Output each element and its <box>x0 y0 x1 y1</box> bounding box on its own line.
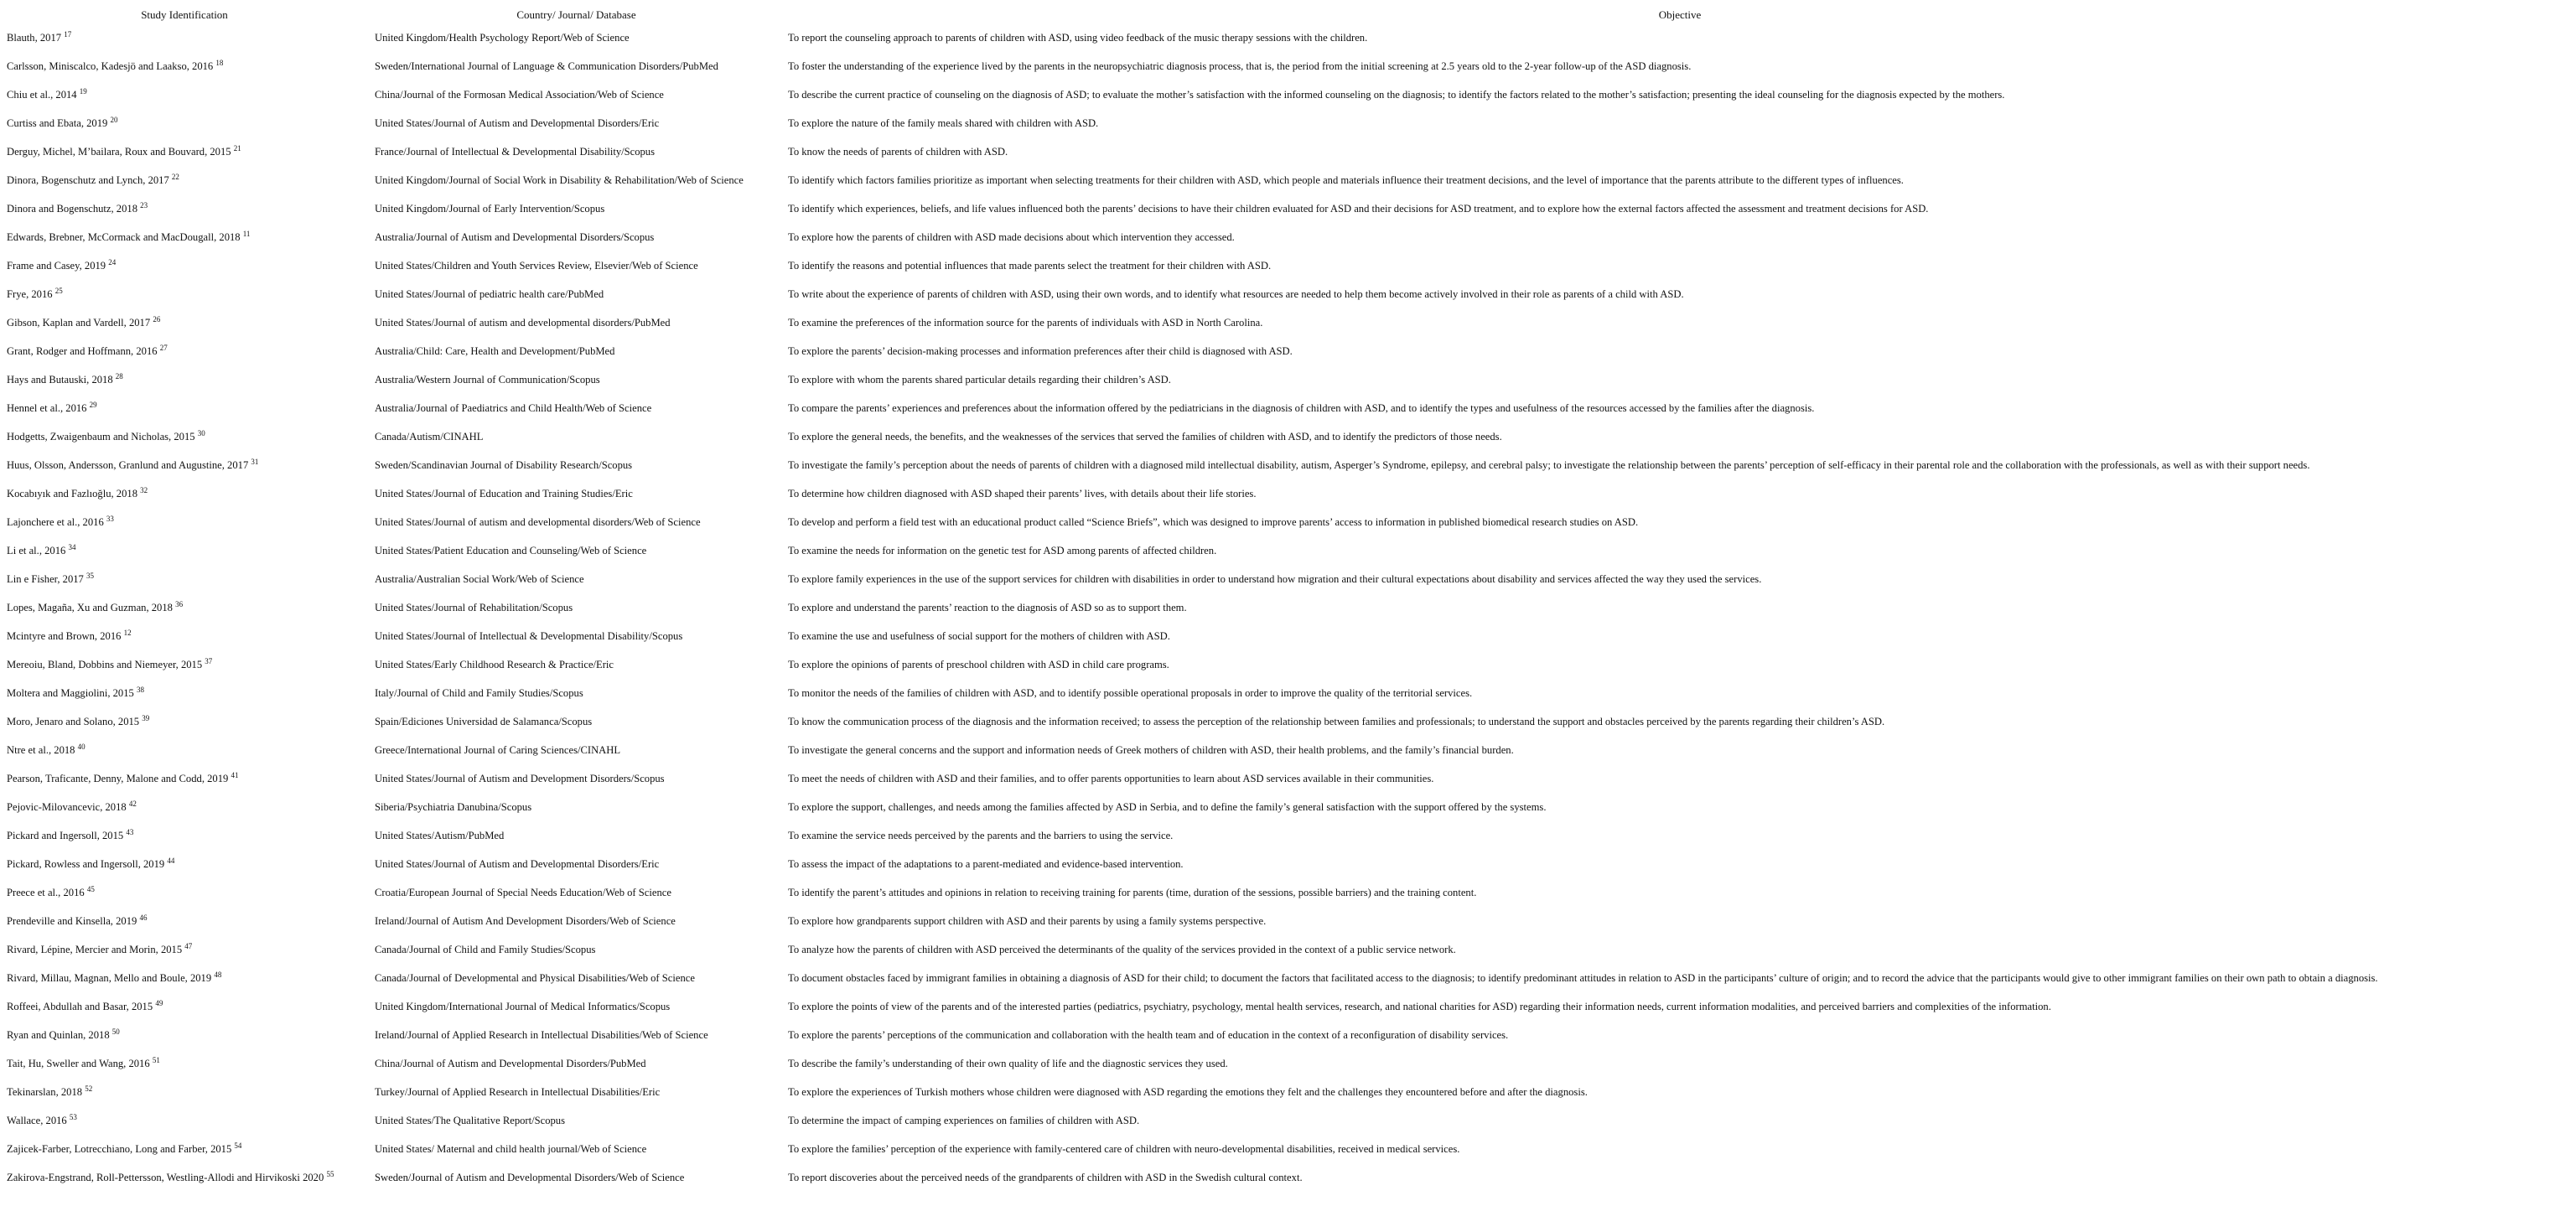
reference-number: 25 <box>54 286 63 295</box>
study-name: Tait, Hu, Sweller and Wang, 2016 <box>7 1057 150 1069</box>
reference-number: 38 <box>136 685 144 694</box>
objective-cell: To examine the needs for information on the genetic test for ASD among parents of affected children. <box>788 544 1217 556</box>
objective-cell: To explore and understand the parents’ reaction to the diagnosis of ASD so as to support them. <box>788 601 1187 613</box>
table-row <box>0 394 2576 422</box>
study-name: Lajonchere et al., 2016 <box>7 515 104 528</box>
reference-number: 35 <box>86 571 94 580</box>
country-journal-database-cell: Canada/Journal of Child and Family Studies/Scopus <box>375 943 596 955</box>
table-row <box>0 536 2576 565</box>
studies-table <box>0 8 2576 1192</box>
table-row <box>0 23 2576 52</box>
reference-number: 39 <box>142 713 150 722</box>
study-name: Dinora, Bogenschutz and Lynch, 2017 <box>7 173 169 186</box>
study-name: Curtiss and Ebata, 2019 <box>7 116 108 129</box>
study-identification-cell <box>0 793 369 821</box>
country-journal-database-cell: China/Journal of the Formosan Medical Association/Web of Science <box>375 88 664 101</box>
country-journal-database-cell: United States/Journal of Intellectual & Developmental Disability/Scopus <box>375 629 683 642</box>
study-name: Blauth, 2017 <box>7 31 62 44</box>
table-row <box>0 821 2576 850</box>
country-journal-database-cell: United States/Journal of Autism and Development Disorders/Scopus <box>375 772 665 784</box>
objective-cell: To explore the nature of the family meals shared with children with ASD. <box>788 116 1099 129</box>
objective-cell: To write about the experience of parents of children with ASD, using their own words, and to identify what resources are needed to help them become actively involved in their role as parents of a child with ASD. <box>788 287 1684 300</box>
table-row <box>0 878 2576 907</box>
objective-cell: To describe the current practice of counseling on the diagnosis of ASD; to evaluate the mother’s satisfaction with the informed counseling on the diagnosis; to identify the factors related to the mother’s satisfaction; presenting the ideal counseling for the diagnosis expected by the mothers. <box>788 88 2005 101</box>
reference-number: 46 <box>139 913 148 922</box>
country-journal-database-cell: Italy/Journal of Child and Family Studies/Scopus <box>375 686 583 699</box>
study-name: Zajicek-Farber, Lotrecchiano, Long and Farber, 2015 <box>7 1142 232 1155</box>
study-identification-cell <box>0 394 369 422</box>
study-name: Mereoiu, Bland, Dobbins and Niemeyer, 2015 <box>7 658 203 670</box>
study-name: Gibson, Kaplan and Vardell, 2017 <box>7 316 151 329</box>
study-name: Kocabıyık and Fazlıoğlu, 2018 <box>7 487 137 499</box>
objective-cell: To investigate the family’s perception about the needs of parents of children with a diagnosed mild intellectual disability, autism, Asperger’s Syndrome, epilepsy, and cerebral palsy; to investigate the relationship between the parents’ perception of self-efficacy in their parental role and the collaboration with the professionals, as well as with their support needs. <box>788 458 2310 471</box>
table-header-row <box>0 8 2576 23</box>
study-identification-cell <box>0 80 369 109</box>
table-row <box>0 764 2576 793</box>
study-identification-cell <box>0 1106 369 1135</box>
objective-cell: To identify which experiences, beliefs, and life values influenced both the parents’ decisions to have their children evaluated for ASD and their decisions for ASD treatment, and to explore how the external factors affected the assessment and treatment decisions for ASD. <box>788 202 1929 215</box>
objective-cell: To explore family experiences in the use of the support services for children with disabilities in order to understand how migration and their cultural expectations about disability and services affected the way they used the services. <box>788 572 1762 585</box>
reference-number: 55 <box>326 1169 334 1178</box>
study-identification-cell <box>0 907 369 935</box>
country-journal-database-cell: United States/Journal of autism and developmental disorders/PubMed <box>375 316 671 329</box>
country-journal-database-cell: Siberia/Psychiatria Danubina/Scopus <box>375 800 532 813</box>
reference-number: 27 <box>159 343 168 352</box>
table-row <box>0 52 2576 80</box>
study-identification-cell <box>0 650 369 679</box>
table-row <box>0 935 2576 964</box>
reference-number: 11 <box>242 229 251 238</box>
objective-cell: To describe the family’s understanding of their own quality of life and the diagnostic services they used. <box>788 1057 1228 1069</box>
reference-number: 41 <box>231 770 239 779</box>
objective-cell: To report discoveries about the perceived needs of the grandparents of children with ASD in the Swedish cultural context. <box>788 1171 1303 1183</box>
country-journal-database-cell: Ireland/Journal of Applied Research in Intellectual Disabilities/Web of Science <box>375 1028 708 1041</box>
objective-cell: To explore the opinions of parents of preschool children with ASD in child care programs. <box>788 658 1169 670</box>
reference-number: 33 <box>106 514 114 523</box>
table-row <box>0 736 2576 764</box>
reference-number: 43 <box>126 827 134 836</box>
study-identification-cell <box>0 565 369 593</box>
study-name: Lin e Fisher, 2017 <box>7 572 84 585</box>
table-row <box>0 422 2576 451</box>
reference-number: 52 <box>85 1084 93 1093</box>
reference-number: 47 <box>184 941 193 950</box>
study-identification-cell <box>0 422 369 451</box>
reference-number: 53 <box>69 1112 77 1121</box>
study-identification-cell <box>0 166 369 194</box>
study-identification-cell <box>0 764 369 793</box>
objective-cell: To know the communication process of the diagnosis and the information received; to assess the perception of the relationship between families and professionals; to understand the support and obstacles perceived by the parents regarding their children’s ASD. <box>788 715 1885 727</box>
table-row <box>0 793 2576 821</box>
country-journal-database-cell: Canada/Journal of Developmental and Physical Disabilities/Web of Science <box>375 971 695 984</box>
reference-number: 32 <box>140 485 148 494</box>
table-row <box>0 109 2576 137</box>
study-identification-cell <box>0 707 369 736</box>
country-journal-database-cell: Sweden/International Journal of Language & Communication Disorders/PubMed <box>375 60 718 72</box>
study-identification-cell <box>0 935 369 964</box>
reference-number: 54 <box>234 1141 242 1150</box>
study-identification-cell <box>0 593 369 622</box>
study-identification-cell <box>0 622 369 650</box>
header-study-identification: Study Identification <box>141 8 228 21</box>
study-name: Huus, Olsson, Andersson, Granlund and Augustine, 2017 <box>7 458 249 471</box>
study-name: Carlsson, Miniscalco, Kadesjö and Laakso, 2016 <box>7 60 214 72</box>
reference-number: 49 <box>155 998 163 1007</box>
country-journal-database-cell: Australia/Australian Social Work/Web of Science <box>375 572 584 585</box>
study-identification-cell <box>0 137 369 166</box>
objective-cell: To examine the service needs perceived by the parents and the barriers to using the service. <box>788 829 1174 841</box>
reference-number: 22 <box>171 172 179 181</box>
study-identification-cell <box>0 194 369 223</box>
study-name: Pearson, Traficante, Denny, Malone and Codd, 2019 <box>7 772 229 784</box>
country-journal-database-cell: United Kingdom/Health Psychology Report/Web of Science <box>375 31 630 44</box>
table-row <box>0 679 2576 707</box>
study-identification-cell <box>0 821 369 850</box>
study-identification-cell <box>0 736 369 764</box>
study-name: Pejovic-Milovancevic, 2018 <box>7 800 127 813</box>
study-name: Li et al., 2016 <box>7 544 66 556</box>
objective-cell: To monitor the needs of the families of children with ASD, and to identify possible operational proposals in order to improve the quality of the territorial services. <box>788 686 1473 699</box>
objective-cell: To examine the preferences of the information source for the parents of individuals with ASD in North Carolina. <box>788 316 1263 329</box>
study-identification-cell <box>0 223 369 251</box>
study-name: Ryan and Quinlan, 2018 <box>7 1028 110 1041</box>
study-name: Ntre et al., 2018 <box>7 743 75 756</box>
study-name: Rivard, Lépine, Mercier and Morin, 2015 <box>7 943 183 955</box>
country-journal-database-cell: Canada/Autism/CINAHL <box>375 430 484 443</box>
study-identification-cell <box>0 1021 369 1049</box>
objective-cell: To explore how the parents of children with ASD made decisions about which intervention they accessed. <box>788 230 1235 243</box>
reference-number: 29 <box>89 400 97 409</box>
table-row <box>0 251 2576 280</box>
table-row <box>0 1135 2576 1163</box>
country-journal-database-cell: Spain/Ediciones Universidad de Salamanca/Scopus <box>375 715 593 727</box>
reference-number: 21 <box>233 143 241 153</box>
country-journal-database-cell: Australia/Journal of Autism and Developmental Disorders/Scopus <box>375 230 655 243</box>
reference-number: 18 <box>215 58 224 67</box>
table-row <box>0 622 2576 650</box>
study-name: Dinora and Bogenschutz, 2018 <box>7 202 137 215</box>
objective-cell: To meet the needs of children with ASD and their families, and to offer parents opportunities to learn about ASD services available in their communities. <box>788 772 1434 784</box>
table-row <box>0 1106 2576 1135</box>
table-row <box>0 80 2576 109</box>
study-identification-cell <box>0 878 369 907</box>
country-journal-database-cell: United States/ Maternal and child health journal/Web of Science <box>375 1142 647 1155</box>
objective-cell: To report the counseling approach to parents of children with ASD, using video feedback of the music therapy sessions with the children. <box>788 31 1368 44</box>
table-row <box>0 1049 2576 1078</box>
country-journal-database-cell: United States/Journal of Autism and Developmental Disorders/Eric <box>375 116 660 129</box>
country-journal-database-cell: United States/Journal of Education and Training Studies/Eric <box>375 487 633 499</box>
reference-number: 37 <box>205 656 213 665</box>
objective-cell: To identify the reasons and potential influences that made parents select the treatment for their children with ASD. <box>788 259 1272 272</box>
study-name: Hays and Butauski, 2018 <box>7 373 113 386</box>
study-identification-cell <box>0 508 369 536</box>
table-row <box>0 365 2576 394</box>
objective-cell: To explore the experiences of Turkish mothers whose children were diagnosed with ASD regarding the emotions they felt and the challenges they encountered before and after the diagnosis. <box>788 1085 1588 1098</box>
study-name: Preece et al., 2016 <box>7 886 85 898</box>
study-name: Mcintyre and Brown, 2016 <box>7 629 122 642</box>
objective-cell: To explore with whom the parents shared particular details regarding their children’s ASD. <box>788 373 1171 386</box>
study-identification-cell <box>0 479 369 508</box>
objective-cell: To analyze how the parents of children with ASD perceived the determinants of the quality of the services provided in the context of a public service network. <box>788 943 1456 955</box>
table-row <box>0 308 2576 337</box>
study-identification-cell <box>0 1163 369 1192</box>
study-name: Wallace, 2016 <box>7 1114 67 1126</box>
table-row <box>0 137 2576 166</box>
reference-number: 51 <box>152 1055 160 1064</box>
study-name: Prendeville and Kinsella, 2019 <box>7 914 137 927</box>
country-journal-database-cell: United States/Early Childhood Research & Practice/Eric <box>375 658 614 670</box>
reference-number: 45 <box>86 884 95 893</box>
study-identification-cell <box>0 850 369 878</box>
objective-cell: To explore the parents’ decision-making processes and information preferences after their child is diagnosed with ASD. <box>788 344 1293 357</box>
reference-number: 17 <box>64 29 72 39</box>
objective-cell: To examine the use and usefulness of social support for the mothers of children with ASD. <box>788 629 1170 642</box>
reference-number: 19 <box>79 86 87 96</box>
reference-number: 24 <box>108 257 117 267</box>
study-identification-cell <box>0 308 369 337</box>
country-journal-database-cell: Sweden/Scandinavian Journal of Disability Research/Scopus <box>375 458 633 471</box>
objective-cell: To know the needs of parents of children with ASD. <box>788 145 1008 158</box>
study-identification-cell <box>0 1078 369 1106</box>
country-journal-database-cell: United States/Patient Education and Counseling/Web of Science <box>375 544 647 556</box>
study-name: Frame and Casey, 2019 <box>7 259 106 272</box>
country-journal-database-cell: United States/Children and Youth Services Review, Elsevier/Web of Science <box>375 259 698 272</box>
study-name: Moro, Jenaro and Solano, 2015 <box>7 715 140 727</box>
country-journal-database-cell: United Kingdom/International Journal of Medical Informatics/Scopus <box>375 1000 671 1012</box>
country-journal-database-cell: Greece/International Journal of Caring Sciences/CINAHL <box>375 743 621 756</box>
study-name: Zakirova-Engstrand, Roll-Pettersson, Westling-Allodi and Hirvikoski 2020 <box>7 1171 324 1183</box>
objective-cell: To explore the support, challenges, and needs among the families affected by ASD in Serbia, and to define the family’s general satisfaction with the support offered by the systems. <box>788 800 1547 813</box>
objective-cell: To identify which factors families prioritize as important when selecting treatments for their children with ASD, which people and materials influence their treatment decisions, and the level of importance that the parents attribute to the different types of influences. <box>788 173 1904 186</box>
reference-number: 44 <box>167 856 175 865</box>
country-journal-database-cell: United States/Journal of Autism and Developmental Disorders/Eric <box>375 857 660 870</box>
country-journal-database-cell: China/Journal of Autism and Developmental Disorders/PubMed <box>375 1057 646 1069</box>
country-journal-database-cell: United States/Journal of autism and developmental disorders/Web of Science <box>375 515 701 528</box>
objective-cell: To determine how children diagnosed with ASD shaped their parents’ lives, with details about their life stories. <box>788 487 1257 499</box>
reference-number: 26 <box>153 314 161 323</box>
study-name: Derguy, Michel, M’bailara, Roux and Bouvard, 2015 <box>7 145 231 158</box>
objective-cell: To compare the parents’ experiences and preferences about the information offered by the pediatricians in the diagnosis of children with ASD, and to identify the types and usefulness of the resources accessed by the families after the diagnosis. <box>788 401 1815 414</box>
objective-cell: To explore the families’ perception of the experience with family-centered care of children with neuro-developmental disabilities, received in medical services. <box>788 1142 1460 1155</box>
study-identification-cell <box>0 52 369 80</box>
table-row <box>0 707 2576 736</box>
table-row <box>0 593 2576 622</box>
table-row <box>0 992 2576 1021</box>
reference-number: 23 <box>140 200 148 210</box>
study-name: Hennel et al., 2016 <box>7 401 87 414</box>
table-row <box>0 337 2576 365</box>
objective-cell: To explore how grandparents support children with ASD and their parents by using a family systems perspective. <box>788 914 1267 927</box>
country-journal-database-cell: Australia/Journal of Paediatrics and Child Health/Web of Science <box>375 401 652 414</box>
table-row <box>0 650 2576 679</box>
country-journal-database-cell: United States/The Qualitative Report/Scopus <box>375 1114 565 1126</box>
study-identification-cell <box>0 536 369 565</box>
study-name: Hodgetts, Zwaigenbaum and Nicholas, 2015 <box>7 430 195 443</box>
objective-cell: To determine the impact of camping experiences on families of children with ASD. <box>788 1114 1140 1126</box>
study-identification-cell <box>0 451 369 479</box>
country-journal-database-cell: France/Journal of Intellectual & Developmental Disability/Scopus <box>375 145 655 158</box>
objective-cell: To assess the impact of the adaptations to a parent-mediated and evidence-based intervention. <box>788 857 1184 870</box>
study-identification-cell <box>0 23 369 52</box>
country-journal-database-cell: United Kingdom/Journal of Social Work in Disability & Rehabilitation/Web of Science <box>375 173 744 186</box>
header-objective: Objective <box>1658 8 1702 21</box>
country-journal-database-cell: Croatia/European Journal of Special Needs Education/Web of Science <box>375 886 671 898</box>
objective-cell: To explore the parents’ perceptions of the communication and collaboration with the health team and of education in the context of a reconfiguration of disability services. <box>788 1028 1509 1041</box>
objective-cell: To document obstacles faced by immigrant families in obtaining a diagnosis of ASD for their child; to document the factors that facilitated access to the diagnosis; to identify predominant attitudes in relation to ASD in the participants’ culture of origin; and to record the advice that the participants would give to other immigrant families on their own path to obtain a diagnosis. <box>788 971 2378 984</box>
table-row <box>0 1021 2576 1049</box>
study-name: Frye, 2016 <box>7 287 53 300</box>
table-row <box>0 1163 2576 1192</box>
header-country-journal-database: Country/ Journal/ Database <box>516 8 636 21</box>
reference-number: 28 <box>115 371 123 380</box>
study-name: Edwards, Brebner, McCormack and MacDougall, 2018 <box>7 230 241 243</box>
table-row <box>0 223 2576 251</box>
objective-cell: To develop and perform a field test with an educational product called “Science Briefs”, which was designed to improve parents’ access to information in published biomedical research studies on ASD. <box>788 515 1639 528</box>
objective-cell: To investigate the general concerns and the support and information needs of Greek mothers of children with ASD, their health problems, and the family’s financial burden. <box>788 743 1514 756</box>
study-name: Pickard, Rowless and Ingersoll, 2019 <box>7 857 165 870</box>
study-identification-cell <box>0 337 369 365</box>
study-name: Roffeei, Abdullah and Basar, 2015 <box>7 1000 153 1012</box>
table-row <box>0 907 2576 935</box>
study-identification-cell <box>0 280 369 308</box>
reference-number: 20 <box>110 115 118 124</box>
study-identification-cell <box>0 1135 369 1163</box>
objective-cell: To identify the parent’s attitudes and opinions in relation to receiving training for parents (time, duration of the sessions, possible barriers) and the training content. <box>788 886 1477 898</box>
objective-cell: To explore the general needs, the benefits, and the weaknesses of the services that served the families of children with ASD, and to identify the predictors of those needs. <box>788 430 1502 443</box>
table-row <box>0 964 2576 992</box>
country-journal-database-cell: Sweden/Journal of Autism and Developmental Disorders/Web of Science <box>375 1171 685 1183</box>
table-row <box>0 280 2576 308</box>
reference-number: 30 <box>197 428 205 437</box>
study-identification-cell <box>0 109 369 137</box>
country-journal-database-cell: United States/Journal of pediatric health care/PubMed <box>375 287 604 300</box>
study-identification-cell <box>0 964 369 992</box>
reference-number: 12 <box>123 628 132 637</box>
objective-cell: To foster the understanding of the experience lived by the parents in the neuropsychiatric diagnosis process, that is, the period from the initial screening at 2.5 years old to the 2-year follow-up of the ASD diagnosis. <box>788 60 1692 72</box>
study-name: Lopes, Magaña, Xu and Guzman, 2018 <box>7 601 173 613</box>
study-identification-cell <box>0 251 369 280</box>
table-row <box>0 565 2576 593</box>
reference-number: 36 <box>175 599 184 608</box>
table-row <box>0 508 2576 536</box>
study-name: Tekinarslan, 2018 <box>7 1085 83 1098</box>
table-row <box>0 1078 2576 1106</box>
table-row <box>0 194 2576 223</box>
country-journal-database-cell: United Kingdom/Journal of Early Intervention/Scopus <box>375 202 605 215</box>
country-journal-database-cell: Turkey/Journal of Applied Research in Intellectual Disabilities/Eric <box>375 1085 661 1098</box>
study-name: Grant, Rodger and Hoffmann, 2016 <box>7 344 158 357</box>
reference-number: 31 <box>251 457 259 466</box>
country-journal-database-cell: Ireland/Journal of Autism And Development Disorders/Web of Science <box>375 914 676 927</box>
reference-number: 40 <box>77 742 86 751</box>
study-identification-cell <box>0 1049 369 1078</box>
study-identification-cell <box>0 679 369 707</box>
reference-number: 34 <box>68 542 76 551</box>
table-body <box>0 23 2576 1192</box>
country-journal-database-cell: Australia/Western Journal of Communication/Scopus <box>375 373 600 386</box>
reference-number: 48 <box>214 970 222 979</box>
country-journal-database-cell: United States/Autism/PubMed <box>375 829 505 841</box>
objective-cell: To explore the points of view of the parents and of the interested parties (pediatrics, psychiatry, psychology, mental health services, research, and national charities for ASD) regarding their information needs, current information modalities, and perceived barriers and complexities of the information. <box>788 1000 2051 1012</box>
study-identification-cell <box>0 365 369 394</box>
reference-number: 50 <box>111 1027 120 1036</box>
study-name: Moltera and Maggiolini, 2015 <box>7 686 134 699</box>
study-name: Pickard and Ingersoll, 2015 <box>7 829 124 841</box>
country-journal-database-cell: Australia/Child: Care, Health and Development/PubMed <box>375 344 615 357</box>
table-row <box>0 850 2576 878</box>
study-name: Rivard, Millau, Magnan, Mello and Boule, 2019 <box>7 971 212 984</box>
country-journal-database-cell: United States/Journal of Rehabilitation/Scopus <box>375 601 573 613</box>
table-row <box>0 451 2576 479</box>
reference-number: 42 <box>128 799 137 808</box>
study-identification-cell <box>0 992 369 1021</box>
table-row <box>0 479 2576 508</box>
table-row <box>0 166 2576 194</box>
study-name: Chiu et al., 2014 <box>7 88 77 101</box>
